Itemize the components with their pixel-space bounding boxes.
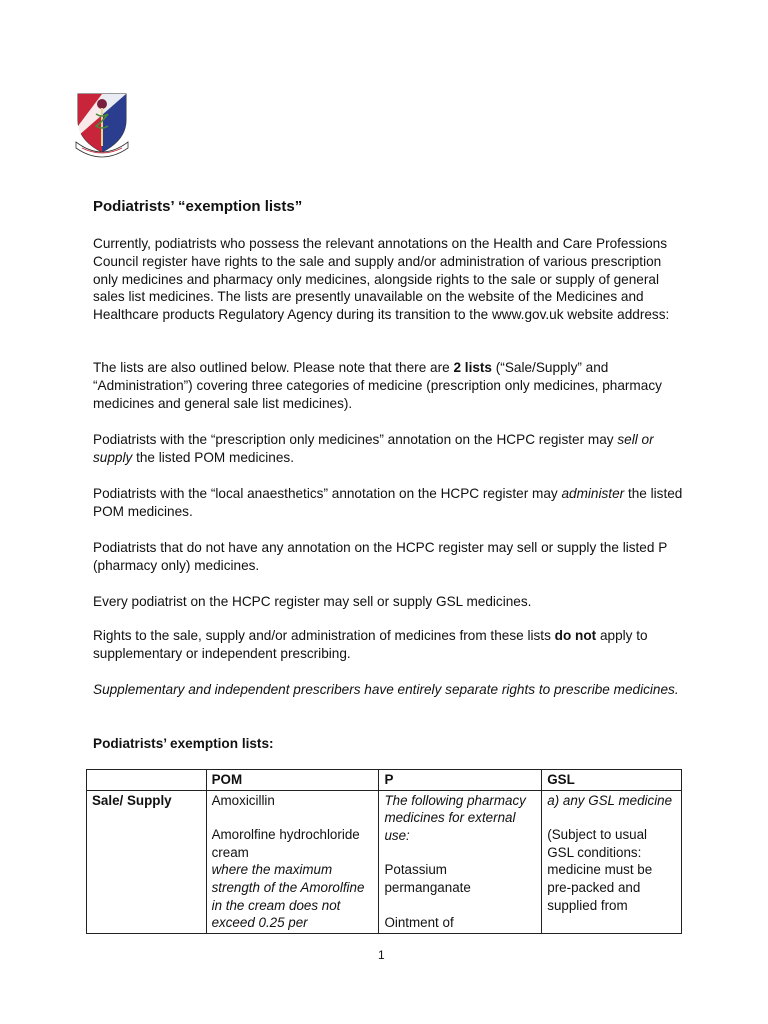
gsl-text: Every podiatrist on the HCPC register may sell or supply GSL medicines. — [93, 594, 532, 609]
page-number: 1 — [378, 948, 385, 962]
pom-item-amorolfine-condition — [212, 861, 374, 931]
gsl-any-italic: a) any GSL medicine — [547, 792, 673, 808]
intro-text: Currently, podiatrists who possess the relevant annotations on the Health and Care Professions Council register have rights to the sale and supply and/or administration of various prescription only medicines and pharmacy only medicines, alongside rights to the sale or supply of general sales list medicines. The lists are presently unavailable on the website of the Medicines and Healthcare products Regulatory Agency during its transition to the www.gov.uk website address: — [93, 236, 670, 323]
exemption-table — [86, 769, 682, 934]
rights-paragraph — [93, 627, 683, 663]
no-annotation-text: Podiatrists that do not have any annotation on the HCPC register may sell or supply the listed P (pharmacy only) medicines. — [93, 540, 668, 573]
pom-item-amorolfine: Amorolfine hydrochloride cream — [211, 827, 360, 860]
p-intro-italic: The following pharmacy medicines for external use: — [384, 792, 526, 843]
crest-logo-icon — [74, 92, 130, 158]
pom-text-italic: sell or supply — [93, 432, 654, 465]
gsl-cell — [542, 790, 682, 933]
pom-annotation-text — [93, 431, 683, 467]
intro-paragraph — [93, 235, 683, 324]
p-item-intro — [384, 792, 536, 845]
no-annotation-paragraph — [93, 539, 683, 575]
gsl-paragraph — [93, 593, 683, 611]
pom-text-a: Podiatrists with the “prescription only medicines” annotation on the HCPC register may — [93, 432, 618, 447]
header-cell-gsl: GSL — [542, 770, 682, 791]
rights-text-bold: do not — [554, 628, 597, 643]
rights-text-a: Rights to the sale, supply and/or administration of medicines from these lists — [93, 628, 555, 643]
lists-text-a: The lists are also outlined below. Please note that there are — [93, 360, 454, 375]
prescribers-text-italic: Supplementary and independent prescribers have entirely separate rights to prescribe medicines. — [93, 682, 679, 697]
pom-text-c: the listed POM medicines. — [132, 449, 294, 465]
gsl-item-any — [547, 792, 676, 810]
table-header-row — [87, 770, 682, 791]
la-annotation-paragraph — [93, 485, 683, 521]
p-item-ointment: Ointment of — [384, 914, 454, 930]
lists-text-c: (“Sale/Supply” and “Administration”) covering three categories of medicine (prescription only medicines, pharmacy medicines and general sale list medicines). — [93, 360, 662, 411]
lists-text-bold: 2 lists — [453, 360, 492, 375]
document-title: Podiatrists’ “exemption lists” — [93, 198, 303, 215]
header-cell-p: P — [379, 770, 542, 791]
pom-condition-italic: where the maximum strength of the Amorolfine in the cream does not exceed 0.25 per — [211, 862, 365, 931]
header-cell-empty — [87, 770, 207, 791]
header-cell-pom: POM — [206, 770, 379, 791]
la-text-a: Podiatrists with the “local anaesthetics” annotation on the HCPC register may — [93, 486, 562, 501]
row-label-sale-supply: Sale/ Supply — [87, 790, 207, 933]
la-annotation-text — [93, 485, 683, 521]
pom-item-amoxicillin: Amoxicillin — [211, 792, 275, 808]
lists-text — [93, 359, 683, 412]
rights-text-c: apply to supplementary or independent prescribing. — [93, 628, 648, 661]
la-text-italic: administer — [561, 486, 625, 501]
table-row — [87, 790, 682, 933]
p-item-potassium: Potassium permanganate — [384, 862, 471, 895]
prescribers-text — [93, 681, 683, 699]
pom-cell — [206, 790, 379, 933]
p-cell — [379, 790, 542, 933]
prescribers-paragraph — [93, 681, 683, 699]
lists-heading: Podiatrists’ exemption lists: — [93, 736, 274, 751]
pom-annotation-paragraph — [93, 431, 683, 467]
la-text-c: the listed POM medicines. — [93, 486, 683, 519]
rights-text — [93, 627, 683, 663]
gsl-item-conditions: (Subject to usual GSL conditions: medicine must be pre-packed and supplied from — [547, 827, 653, 913]
lists-paragraph — [93, 359, 683, 412]
